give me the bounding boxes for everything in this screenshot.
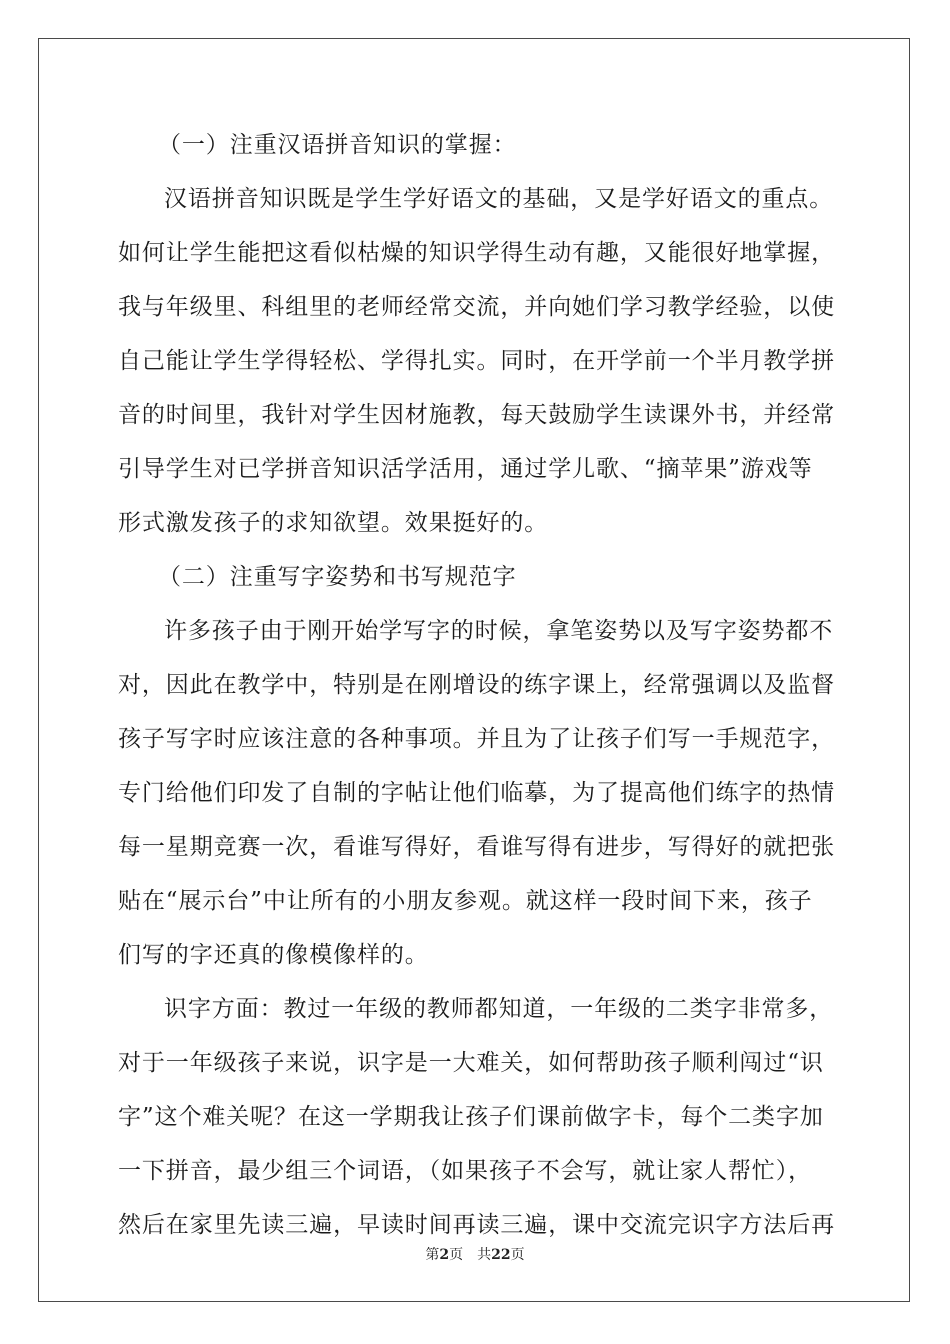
total-prefix: 共 (477, 1247, 492, 1263)
paragraph-line: 们写的字还真的像模像样的。 (118, 942, 429, 968)
paragraph-line: 形式激发孩子的求知欲望。效果挺好的。 (118, 510, 549, 536)
paragraph-line: 贴在“展示台”中让所有的小朋友参观。就这样一段时间下来，孩子 (118, 888, 813, 914)
paragraph-line: 汉语拼音知识既是学生学好语文的基础，又是学好语文的重点。 (164, 186, 834, 212)
paragraph-line: 然后在家里先读三遍，早读时间再读三遍，课中交流完识字方法后再 (118, 1212, 835, 1238)
paragraph-line: 一下拼音，最少组三个词语，（如果孩子不会写，就让家人帮忙）， (118, 1158, 812, 1184)
paragraph-line: 音的时间里，我针对学生因材施教，每天鼓励学生读课外书，并经常 (118, 402, 835, 428)
paragraph-line: 识字方面：教过一年级的教师都知道，一年级的二类字非常多， (164, 996, 834, 1022)
page-number: 2 (439, 1247, 450, 1263)
page-footer (0, 1244, 950, 1264)
paragraph-line: 专门给他们印发了自制的字帖让他们临摹，为了提高他们练字的热情 (118, 780, 835, 806)
paragraph-line: 如何让学生能把这看似枯燥的知识学得生动有趣，又能很好地掌握， (118, 240, 835, 266)
paragraph-line: 对，因此在教学中，特别是在刚增设的练字课上，经常强调以及监督 (118, 672, 835, 698)
section-heading-pinyin: （一）注重汉语拼音知识的掌握： (158, 132, 517, 158)
paragraph-line: 每一星期竞赛一次，看谁写得好，看谁写得有进步，写得好的就把张 (118, 834, 835, 860)
paragraph-line: 字”这个难关呢？在这一学期我让孩子们课前做字卡，每个二类字加 (118, 1104, 824, 1130)
paragraph-line: 对于一年级孩子来说，识字是一大难关，如何帮助孩子顺利闯过“识 (118, 1050, 824, 1076)
paragraph-line: 引导学生对已学拼音知识活学活用，通过学儿歌、“摘苹果”游戏等 (118, 456, 813, 482)
page-prefix: 第 (425, 1247, 440, 1263)
total-pages: 22 (491, 1247, 511, 1263)
paragraph-line: 许多孩子由于刚开始学写字的时候，拿笔姿势以及写字姿势都不 (164, 618, 834, 644)
paragraph-line: 我与年级里、科组里的老师经常交流，并向她们学习教学经验，以使 (118, 294, 835, 320)
section-heading-writing: （二）注重写字姿势和书写规范字 (158, 564, 517, 590)
paragraph-line: 孩子写字时应该注意的各种事项。并且为了让孩子们写一手规范字， (118, 726, 835, 752)
page-suffix: 页 (449, 1247, 464, 1263)
document-body (118, 118, 838, 1252)
paragraph-line: 自己能让学生学得轻松、学得扎实。同时，在开学前一个半月教学拼 (118, 348, 835, 374)
total-suffix: 页 (510, 1247, 525, 1263)
